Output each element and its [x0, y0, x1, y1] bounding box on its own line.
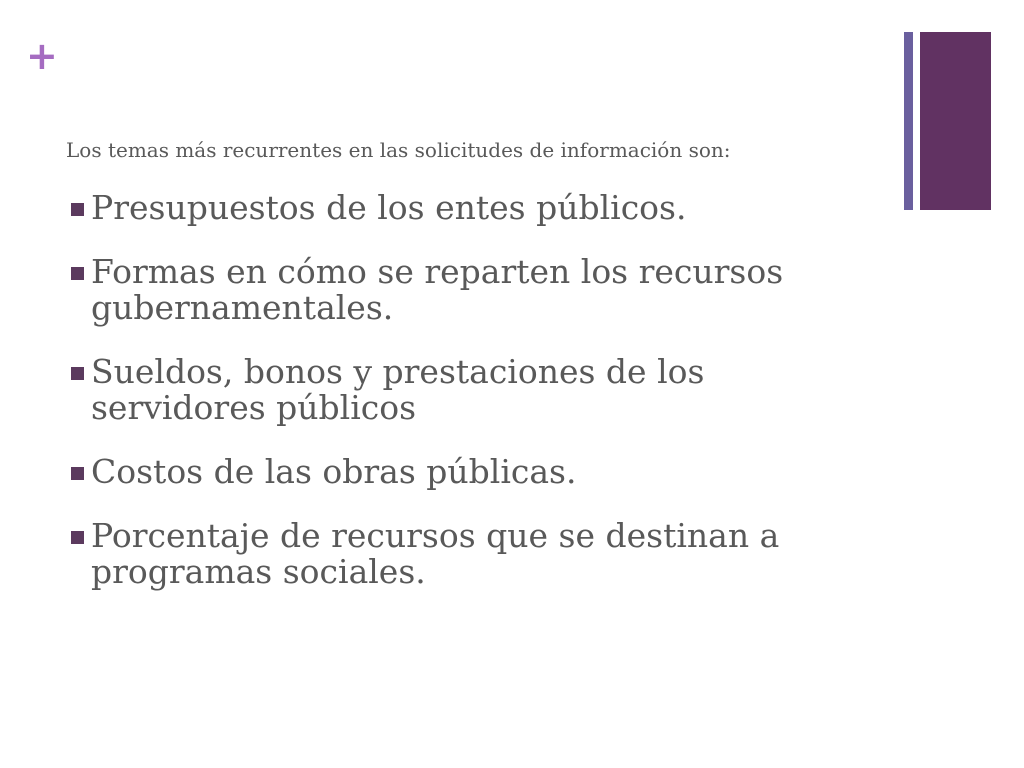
square-bullet-icon [71, 467, 84, 480]
list-item-text: Formas en cómo se reparten los recursos gubernamentales. [91, 252, 784, 327]
list-item [66, 190, 866, 226]
list-item [66, 354, 866, 426]
accent-bar-thin [904, 32, 913, 210]
square-bullet-icon [71, 531, 84, 544]
list-item [66, 518, 866, 590]
square-bullet-icon [71, 367, 84, 380]
square-bullet-icon [71, 267, 84, 280]
bullet-list [66, 190, 866, 618]
list-item-text: Sueldos, bonos y prestaciones de los servidores públicos [91, 352, 705, 427]
intro-text: Los temas más recurrentes en las solicitudes de información son: [66, 138, 731, 162]
list-item-text: Porcentaje de recursos que se destinan a programas sociales. [91, 516, 780, 591]
list-item-text: Costos de las obras públicas. [91, 452, 577, 491]
list-item [66, 254, 866, 326]
square-bullet-icon [71, 203, 84, 216]
list-item-text: Presupuestos de los entes públicos. [91, 188, 687, 227]
plus-icon: + [26, 34, 58, 78]
list-item [66, 454, 866, 490]
accent-bar-thick [920, 32, 991, 210]
